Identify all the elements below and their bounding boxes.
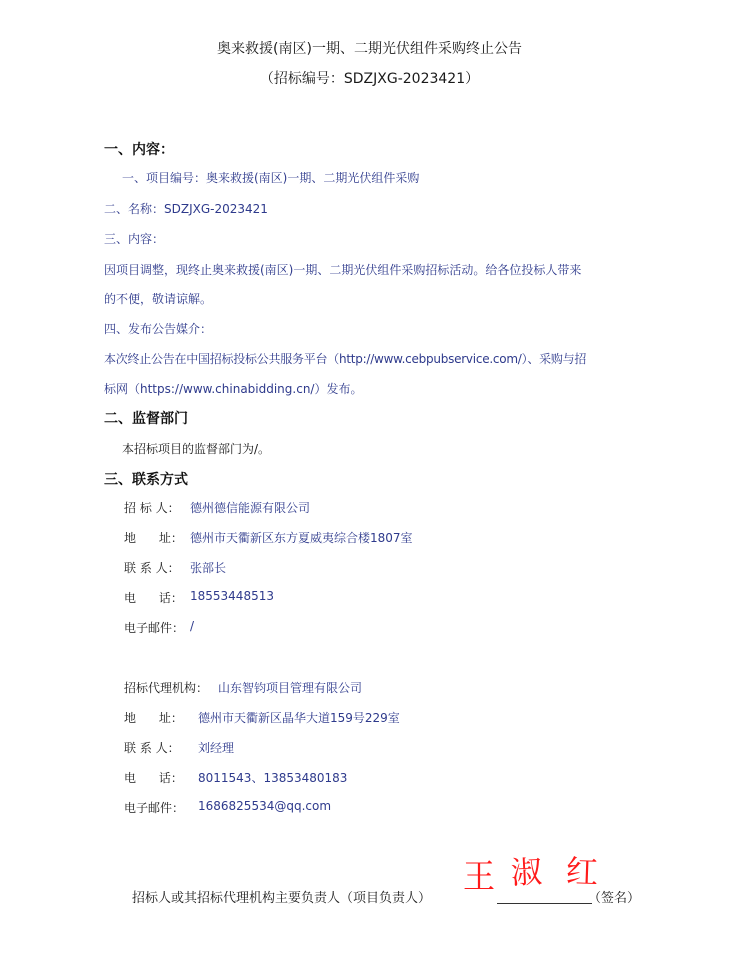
tenderer-phone-value: 18553448513 <box>190 589 274 603</box>
agency-contact-value: 刘经理 <box>198 741 235 755</box>
media-label: 四、发布公告媒介： <box>104 322 213 336</box>
agency-phone-label: 电 话： <box>124 771 183 785</box>
signature-char-3: 红 <box>565 852 599 892</box>
media-text-line-1: 本次终止公告在中国招标投标公共服务平台（http://www.cebpubservice.com/）、采购与招 <box>104 352 587 366</box>
page-title: 奥来救援(南区)一期、二期光伏组件采购终止公告 <box>217 41 522 57</box>
content-text-line-2: 的不便，敬请谅解。 <box>104 292 213 306</box>
signature-suffix: （签名） <box>588 891 641 906</box>
tenderer-value: 德州德信能源有限公司 <box>190 501 311 515</box>
section-3-heading: 三、联系方式 <box>104 472 188 488</box>
tenderer-email-value: / <box>190 619 195 633</box>
tenderer-contact-label: 联 系 人： <box>124 561 180 575</box>
tenderer-contact-value: 张部长 <box>190 561 227 575</box>
signature-caption: 招标人或其招标代理机构主要负责人（项目负责人） <box>132 891 432 906</box>
section-2-heading: 二、监督部门 <box>104 411 188 427</box>
agency-address-value: 德州市天衢新区晶华大道159号229室 <box>198 711 400 725</box>
project-number-line: 一、项目编号：奥来救援(南区)一期、二期光伏组件采购 <box>122 171 420 185</box>
tender-number-subtitle: （招标编号：SDZJXG-2023421） <box>259 71 480 87</box>
tenderer-address-value: 德州市天衢新区东方夏威夷综合楼1807室 <box>190 531 413 545</box>
tenderer-email-label: 电子邮件： <box>124 621 185 635</box>
agency-email-value: 1686825534@qq.com <box>198 799 332 813</box>
signature-underline <box>497 903 592 904</box>
signature-char-1: 王 <box>462 857 496 897</box>
agency-email-label: 电子邮件： <box>124 801 185 815</box>
agency-address-label: 地 址： <box>124 711 183 725</box>
tenderer-address-label: 地 址： <box>124 531 183 545</box>
agency-value: 山东智钧项目管理有限公司 <box>218 681 363 695</box>
agency-contact-label: 联 系 人： <box>124 741 180 755</box>
tenderer-label: 招 标 人： <box>124 501 180 515</box>
agency-label: 招标代理机构： <box>124 681 209 695</box>
project-name-line: 二、名称：SDZJXG-2023421 <box>104 202 268 216</box>
media-text-line-2: 标网（https://www.chinabidding.cn/）发布。 <box>104 382 363 396</box>
content-label: 三、内容： <box>104 232 165 246</box>
tenderer-phone-label: 电 话： <box>124 591 183 605</box>
content-text-line-1: 因项目调整，现终止奥来救援(南区)一期、二期光伏组件采购招标活动。给各位投标人带来 <box>104 263 582 277</box>
agency-phone-value: 8011543、13853480183 <box>198 771 348 785</box>
section-1-heading: 一、内容： <box>104 142 174 158</box>
signature-char-2: 淑 <box>510 854 543 892</box>
supervision-text: 本招标项目的监督部门为/。 <box>122 442 271 456</box>
